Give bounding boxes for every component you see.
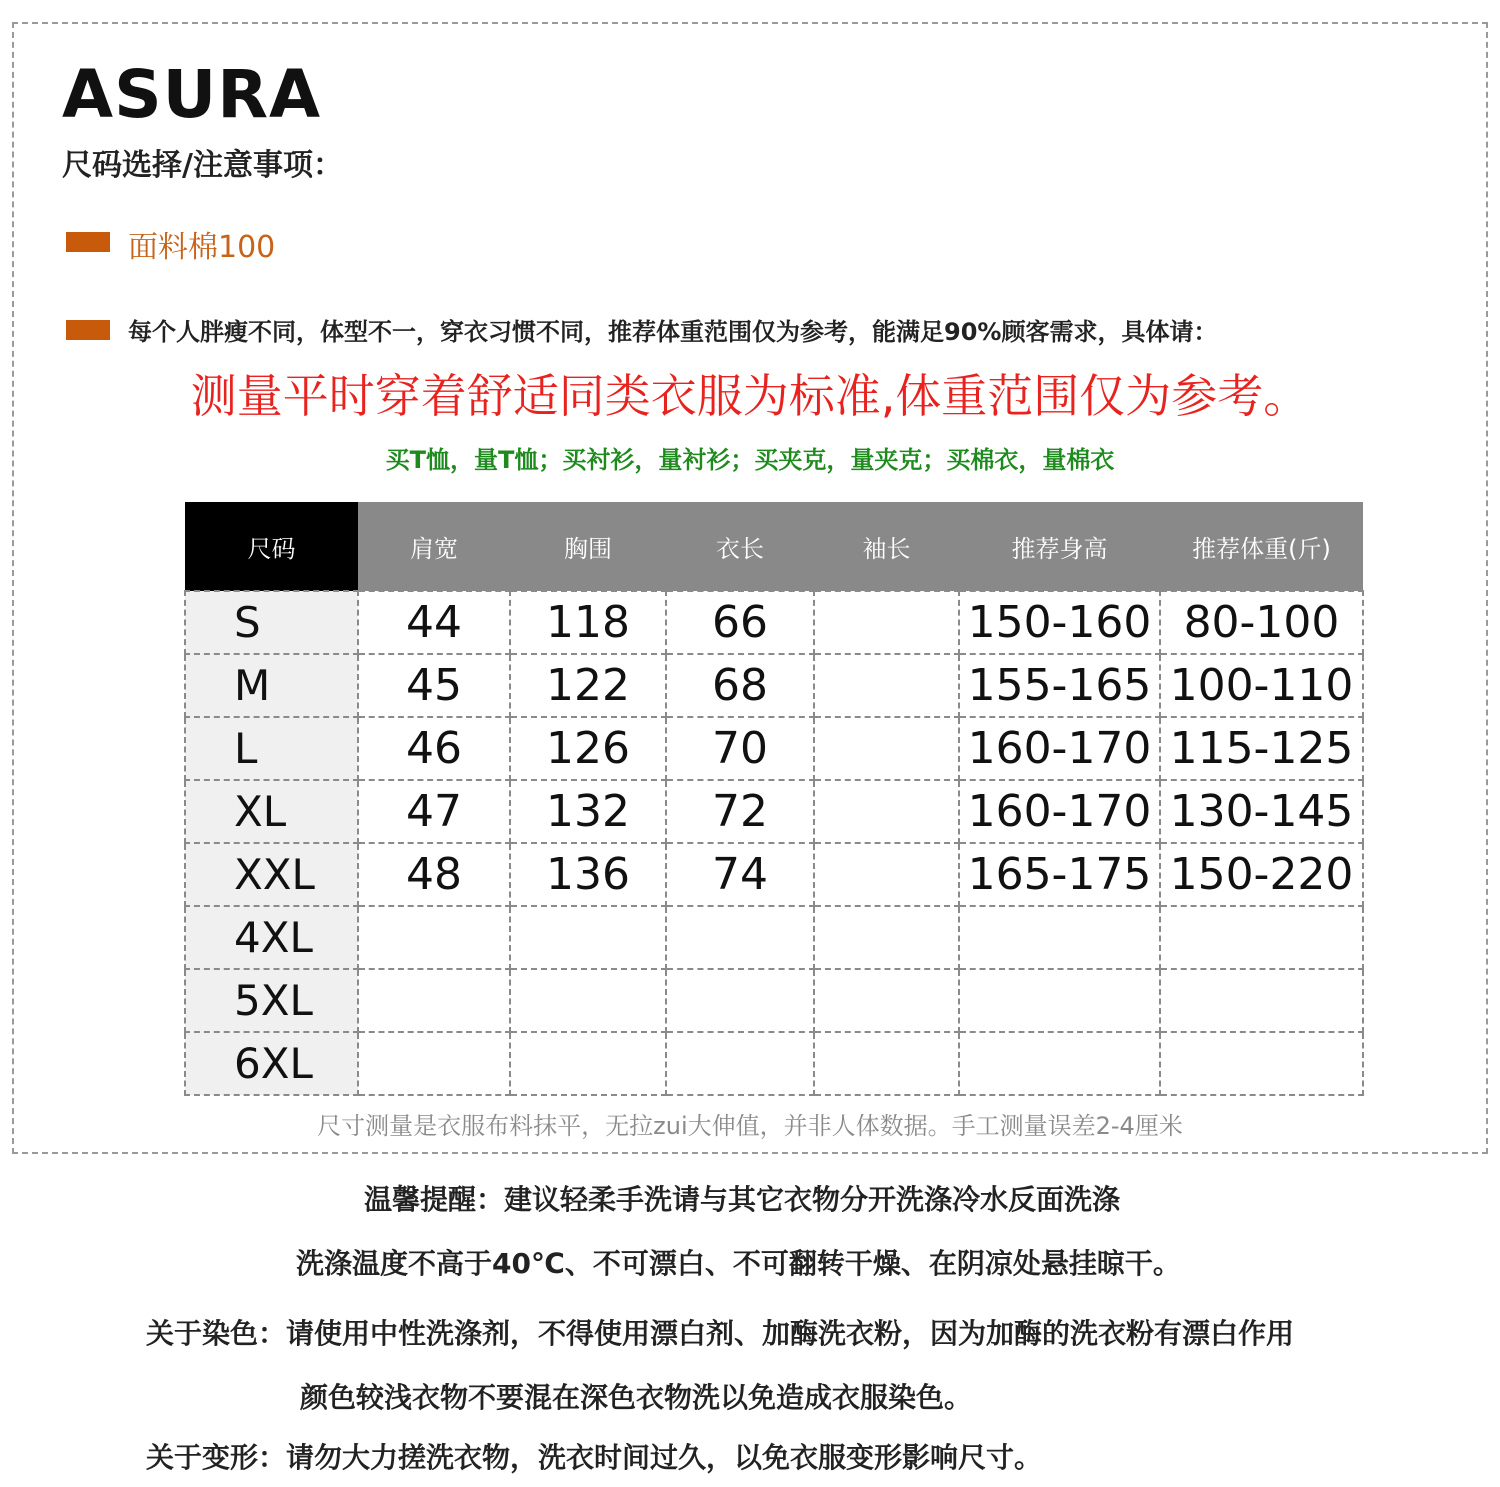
weight-cell xyxy=(1160,906,1363,969)
chest-cell xyxy=(510,1032,666,1095)
shoulder-cell: 47 xyxy=(358,780,510,843)
table-row xyxy=(185,906,1363,969)
height-cell: 160-170 xyxy=(959,717,1160,780)
chest-cell xyxy=(510,969,666,1032)
chest-cell: 136 xyxy=(510,843,666,906)
weight-cell: 115-125 xyxy=(1160,717,1363,780)
sleeve-cell xyxy=(814,717,959,780)
length-cell: 68 xyxy=(666,654,814,717)
size-cell: M xyxy=(185,654,358,717)
deformation-note: 关于变形：请勿大力搓洗衣物，洗衣时间过久，以免衣服变形影响尺寸。 xyxy=(146,1441,1043,1474)
section-title: 尺码选择/注意事项： xyxy=(62,148,343,183)
weight-cell xyxy=(1160,969,1363,1032)
fit-note: 每个人胖瘦不同，体型不一，穿衣习惯不同，推荐体重范围仅为参考，能满足90%顾客需求，具体请： xyxy=(128,318,1218,346)
weight-cell xyxy=(1160,1032,1363,1095)
size-cell: S xyxy=(185,591,358,654)
brand-logo: ASURA xyxy=(62,56,322,133)
size-table xyxy=(184,502,1364,1096)
header-length: 衣长 xyxy=(666,502,814,591)
height-cell xyxy=(959,1032,1160,1095)
weight-cell: 100-110 xyxy=(1160,654,1363,717)
height-cell: 155-165 xyxy=(959,654,1160,717)
sleeve-cell xyxy=(814,780,959,843)
dye-note: 关于染色：请使用中性洗涤剂，不得使用漂白剂、加酶洗衣粉，因为加酶的洗衣粉有漂白作用 xyxy=(146,1317,1295,1350)
chest-cell: 132 xyxy=(510,780,666,843)
shoulder-cell xyxy=(358,969,510,1032)
sleeve-cell xyxy=(814,591,959,654)
length-cell xyxy=(666,906,814,969)
chest-cell xyxy=(510,906,666,969)
measurement-footnote: 尺寸测量是衣服布料抹平，无拉zui大伸值，并非人体数据。手工测量误差2-4厘米 xyxy=(317,1112,1183,1140)
height-cell: 160-170 xyxy=(959,780,1160,843)
sleeve-cell xyxy=(814,843,959,906)
header-chest: 胸围 xyxy=(510,502,666,591)
length-cell: 72 xyxy=(666,780,814,843)
sleeve-cell xyxy=(814,1032,959,1095)
weight-cell: 130-145 xyxy=(1160,780,1363,843)
shoulder-cell: 48 xyxy=(358,843,510,906)
table-row xyxy=(185,780,1363,843)
length-cell xyxy=(666,969,814,1032)
table-row xyxy=(185,843,1363,906)
fabric-info: 面料棉100 xyxy=(128,230,276,265)
chest-cell: 126 xyxy=(510,717,666,780)
size-cell: 6XL xyxy=(185,1032,358,1095)
table-row xyxy=(185,591,1363,654)
chest-cell: 118 xyxy=(510,591,666,654)
shoulder-cell: 46 xyxy=(358,717,510,780)
height-cell: 150-160 xyxy=(959,591,1160,654)
header-height: 推荐身高 xyxy=(959,502,1160,591)
table-row xyxy=(185,1032,1363,1095)
height-cell: 165-175 xyxy=(959,843,1160,906)
measurement-headline: 测量平时穿着舒适同类衣服为标准,体重范围仅为参考。 xyxy=(190,369,1310,423)
shoulder-cell: 45 xyxy=(358,654,510,717)
sleeve-cell xyxy=(814,654,959,717)
length-cell xyxy=(666,1032,814,1095)
header-size: 尺码 xyxy=(185,502,358,591)
weight-cell: 150-220 xyxy=(1160,843,1363,906)
height-cell xyxy=(959,906,1160,969)
size-cell: 4XL xyxy=(185,906,358,969)
size-table-header xyxy=(185,502,1363,591)
sleeve-cell xyxy=(814,969,959,1032)
shoulder-cell: 44 xyxy=(358,591,510,654)
table-row xyxy=(185,969,1363,1032)
care-reminder: 温馨提醒：建议轻柔手洗请与其它衣物分开洗涤冷水反面洗涤 xyxy=(364,1183,1121,1216)
size-cell: 5XL xyxy=(185,969,358,1032)
header-sleeve: 袖长 xyxy=(814,502,959,591)
size-cell: XL xyxy=(185,780,358,843)
length-cell: 74 xyxy=(666,843,814,906)
length-cell: 70 xyxy=(666,717,814,780)
fabric-bullet-icon xyxy=(66,232,110,252)
note-bullet-icon xyxy=(66,320,110,340)
dye-note-continued: 颜色较浅衣物不要混在深色衣物洗以免造成衣服染色。 xyxy=(300,1381,973,1414)
wash-temperature-note: 洗涤温度不高于40℃、不可漂白、不可翻转干燥、在阴凉处悬挂晾干。 xyxy=(296,1247,1181,1280)
table-row xyxy=(185,717,1363,780)
weight-cell: 80-100 xyxy=(1160,591,1363,654)
table-row xyxy=(185,654,1363,717)
header-weight: 推荐体重(斤) xyxy=(1160,502,1363,591)
sleeve-cell xyxy=(814,906,959,969)
size-cell: L xyxy=(185,717,358,780)
measure-tip: 买T恤，量T恤；买衬衫，量衬衫；买夹克，量夹克；买棉衣，量棉衣 xyxy=(385,446,1115,474)
shoulder-cell xyxy=(358,906,510,969)
height-cell xyxy=(959,969,1160,1032)
shoulder-cell xyxy=(358,1032,510,1095)
header-shoulder: 肩宽 xyxy=(358,502,510,591)
length-cell: 66 xyxy=(666,591,814,654)
chest-cell: 122 xyxy=(510,654,666,717)
size-cell: XXL xyxy=(185,843,358,906)
